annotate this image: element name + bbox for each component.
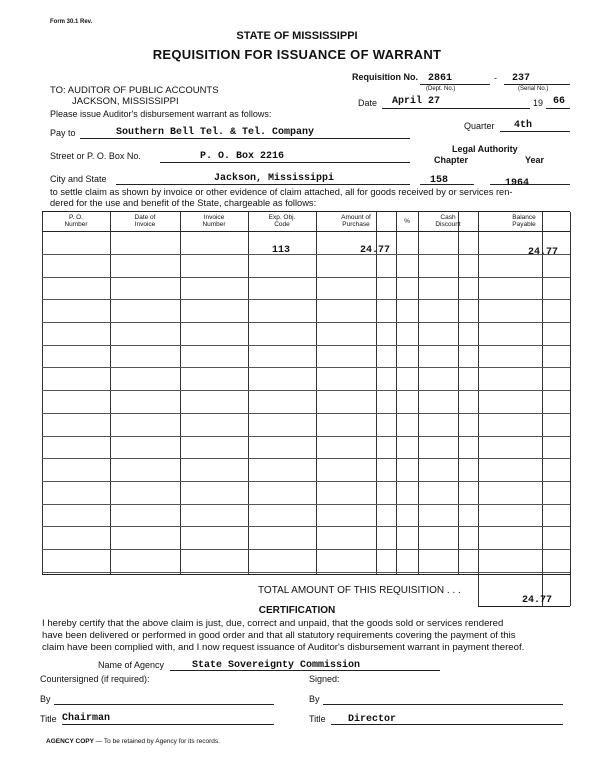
agency-label: Name of Agency [98,660,165,670]
footer-note: AGENCY COPY — To be retained by Agency for its records. [46,738,220,745]
date-year-value: 66 [553,96,566,107]
countersign-title-line [62,724,274,725]
dept-no-line [420,84,490,85]
city-line [116,184,410,185]
table-rule [478,212,479,574]
legal-authority-label: Legal Authority [452,144,518,154]
row-balance-value: 24.77 [528,247,559,258]
col-header-date: Date of Invoice [134,214,156,228]
signed-title-label: Title [309,714,326,724]
street-label: Street or P. O. Box No. [50,151,141,161]
date-value: April 27 [392,96,441,107]
col-header-po: P. O. Number [64,214,88,228]
street-value: P. O. Box 2216 [200,151,285,162]
date-line [382,108,530,109]
col-header-code: Exp. Obj. Code [268,214,296,228]
table-rule [570,212,571,574]
date-year-line [546,108,570,109]
col-header-amount: Amount of Purchase [341,214,371,228]
col-header-percent: % [404,218,410,225]
signed-by-label: By [309,694,320,704]
col-header-balance: Balance Payable [512,214,536,228]
countersign-title-value: Chairman [62,713,111,724]
pay-to-label: Pay to [50,128,76,138]
quarter-line [500,131,570,132]
table-row-rule [42,549,570,550]
dept-no-value: 2861 [428,73,453,84]
total-label: TOTAL AMOUNT OF THIS REQUISITION . . . [258,585,461,596]
agency-value: State Sovereignty Commission [192,660,361,671]
table-row-rule [42,322,570,323]
table-row-rule [42,390,570,391]
authority-year-line [490,184,570,185]
table-rule [110,212,111,574]
city-label: City and State [50,174,107,184]
year-label: Year [525,155,545,165]
requisition-dash: - [494,73,497,83]
certification-line-2: have been delivered or performed in good order and that all statutory requirements covering the payment of this [42,630,516,641]
date-label: Date [358,98,378,108]
table-bottom-rule [42,574,570,575]
table-row-rule [42,504,570,505]
row-code-value: 113 [272,245,291,256]
col-header-invoice: Invoice Number [202,214,226,228]
table-row-rule [42,413,570,414]
countersign-by-label: By [40,694,51,704]
street-line [160,162,410,163]
table-row-rule [42,277,570,278]
serial-no-line [504,84,570,85]
table-rule [248,212,249,574]
table-row-rule [42,458,570,459]
table-row-rule [42,299,570,300]
table-row-rule [42,367,570,368]
claim-text-1: to settle claim as shown by invoice or other evidence of claim attached, all for goods received by or services ren- [50,187,513,197]
table-row-rule [42,572,570,573]
city-value: Jackson, Mississippi [214,173,335,184]
total-rule [478,574,479,606]
table-row-rule [42,345,570,346]
quarter-value: 4th [514,120,533,131]
table-rule [396,212,397,574]
table-rule [376,212,377,574]
countersigned-label: Countersigned (if required): [40,674,150,684]
instruction-text: Please issue Auditor's disbursement warrant as follows: [50,109,272,119]
countersign-title-label: Title [40,714,57,724]
col-header-discount: Cash Discount [435,214,461,228]
to-line-1: TO: AUDITOR OF PUBLIC ACCOUNTS [50,85,219,96]
serial-no-caption: (Serial No.) [518,86,549,92]
table-rule [180,212,181,574]
dept-no-caption: (Dept. No.) [426,86,456,92]
certification-title: CERTIFICATION [258,605,336,616]
row-amount-value: 24.77 [360,245,391,256]
table-row-rule [42,436,570,437]
table-rule [542,212,543,574]
form-title: REQUISITION FOR ISSUANCE OF WARRANT [152,47,442,62]
date-year-prefix: 19 [533,98,544,108]
table-rule [418,212,419,574]
pay-to-line [80,138,410,139]
signed-by-line [323,704,563,705]
pay-to-value: Southern Bell Tel. & Tel. Company [116,127,315,138]
form-number: Form 30.1 Rev. [50,19,93,25]
signed-label: Signed: [309,674,340,684]
table-row-rule [42,254,570,255]
certification-line-3: claim have been complied with, and I now request issuance of Auditor's disbursement warrant in payment thereof. [42,642,525,653]
requisition-label: Requisition No. [352,72,418,82]
countersign-by-line [54,704,274,705]
authority-year-value: 1964 [505,178,530,189]
table-header-rule [42,231,570,232]
chapter-label: Chapter [434,155,469,165]
table-top-rule [42,211,570,212]
table-rule [42,212,43,574]
total-rule [570,574,571,606]
table-rule [316,212,317,574]
state-title: STATE OF MISSISSIPPI [236,30,358,42]
certification-line-1: I hereby certify that the above claim is just, due, correct and unpaid, that the goods sold or services rendered [42,618,504,629]
claim-text-2: dered for the use and benefit of the State, chargeable as follows: [50,198,317,208]
signed-title-value: Director [348,714,397,725]
table-row-rule [42,481,570,482]
quarter-label: Quarter [464,121,495,131]
total-value: 24.77 [522,595,553,606]
table-row-rule [42,526,570,527]
serial-no-value: 237 [512,73,531,84]
chapter-value: 158 [430,175,449,186]
to-line-2: JACKSON, MISSISSIPPI [72,96,179,107]
table-rule [458,212,459,574]
